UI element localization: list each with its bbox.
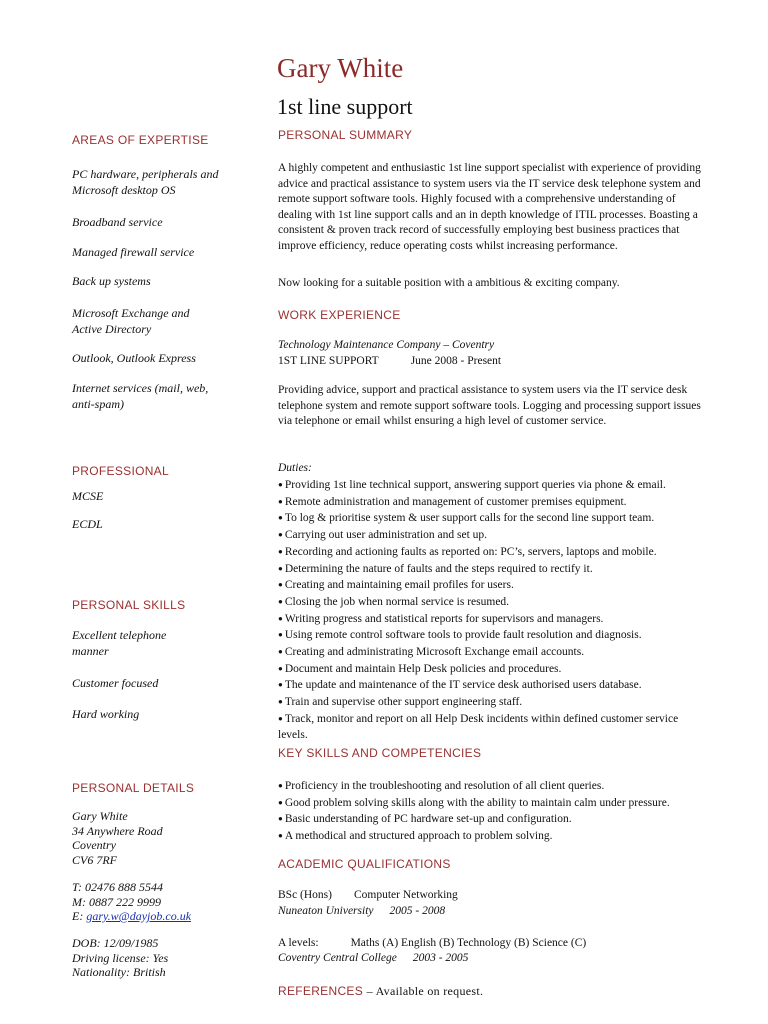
personal-details-other [72,936,247,980]
duties-list [278,477,708,743]
job-description: Providing advice, support and practical assistance to system users via the IT service desk telephone system and remote support software tools. Logging and processing support issues via telephone or email whilst ensuring a high level of customer service. [278,384,701,428]
duty-item: ● Providing 1st line technical support, answering support queries via phone & email. [278,477,708,494]
summary-paragraph: A highly competent and enthusiastic 1st line support specialist with experience of providing advice and practical assistance to system users via the IT service desk telephone system and remote support software tools. Highly focused with a comprehensive understanding of dealing with 1st line support calls and an in depth knowledge of ITIL processes. Boasting a consistent & proven track record of successfully employing best business practices that improve efficiency, reduce operating costs whilst increasing performance. [278,162,701,252]
college-line [278,951,703,967]
degree-subject: Computer Networking [354,889,458,901]
details-name: Gary White [72,809,128,823]
personal-details-heading: PERSONAL DETAILS [72,781,195,795]
details-nationality: Nationality: British [72,965,166,979]
details-address-line2: Coventry [72,838,116,852]
a-levels-label: A levels: [278,937,319,949]
college: Coventry Central College [278,952,397,964]
references-line [278,985,483,997]
academic-qualifications-heading: ACADEMIC QUALIFICATIONS [278,857,451,871]
duty-item: ● Carrying out user administration and set up. [278,527,708,544]
candidate-name: Gary White [277,53,404,83]
duty-item: ● Using remote control software tools to provide fault resolution and diagnosis. [278,627,708,644]
personal-details-contact [72,880,247,924]
job-role: 1st line support [277,94,413,119]
expertise-item: PC hardware, peripherals and Microsoft desktop OS [72,167,219,197]
personal-details-address [72,809,247,867]
skill-item: Hard working [72,707,140,721]
expertise-item: Microsoft Exchange and Active Directory [72,306,190,336]
details-telephone: T: 02476 888 5544 [72,880,164,894]
duties-label: Duties: [278,462,312,474]
duty-item: ● Determining the nature of faults and the steps required to rectify it. [278,561,708,578]
skill-item: Excellent telephone manner [72,628,167,658]
details-mobile: M: 0887 222 9999 [72,894,161,909]
areas-of-expertise-heading: AREAS OF EXPERTISE [72,133,209,147]
email-link[interactable]: gary.w@dayjob.co.uk [86,909,192,923]
job-dates: June 2008 - Present [410,355,502,367]
references-heading: REFERENCES [278,984,364,998]
university: Nuneaton University [278,905,374,917]
employer: Technology Maintenance Company – Coventry [278,339,495,351]
duty-item: ● The update and maintenance of the IT service desk authorised users database. [278,677,708,694]
details-email-label: E: [72,909,84,923]
details-dob: DOB: 12/09/1985 [72,936,159,950]
job-title-line [278,354,703,370]
details-postcode: CV6 7RF [72,852,117,867]
key-skill-item: ● Good problem solving skills along with the ability to maintain calm under pressure. [278,795,708,812]
degree-line [278,888,703,904]
expertise-item: Internet services (mail, web, anti-spam) [72,381,209,411]
details-driving-license: Driving license: Yes [72,950,169,965]
duty-item: ● Train and supervise other support engineering staff. [278,694,708,711]
professional-item: MCSE [72,489,104,503]
expertise-item: Back up systems [72,274,151,288]
university-line [278,904,703,920]
a-levels-grades: Maths (A) English (B) Technology (B) Science (C) [350,937,587,949]
key-skill-item: ● Proficiency in the troubleshooting and resolution of all client queries. [278,778,708,795]
duty-item: ● Creating and maintaining email profiles for users. [278,577,708,594]
duty-item: ● Document and maintain Help Desk policies and procedures. [278,661,708,678]
college-dates: 2003 - 2005 [412,952,469,964]
references-text: – Available on request. [366,984,484,998]
expertise-item: Broadband service [72,215,163,229]
personal-skills-heading: PERSONAL SKILLS [72,598,186,612]
key-skill-item: ● Basic understanding of PC hardware set-up and configuration. [278,811,708,828]
a-levels-line [278,936,703,952]
university-dates: 2005 - 2008 [389,905,446,917]
duty-item: ● Track, monitor and report on all Help Desk incidents within defined customer service levels. [278,711,683,743]
skill-item: Customer focused [72,676,159,690]
key-skill-item: ● A methodical and structured approach to problem solving. [278,828,708,845]
duty-item: ● Creating and administrating Microsoft Exchange email accounts. [278,644,708,661]
duty-item: ● Remote administration and management of customer premises equipment. [278,494,708,511]
expertise-item: Outlook, Outlook Express [72,351,196,365]
key-skills-heading: KEY SKILLS AND COMPETENCIES [278,746,482,760]
duty-item: ● Closing the job when normal service is resumed. [278,594,708,611]
duty-item: ● To log & prioritise system & user support calls for the second line support team. [278,510,708,527]
degree: BSc (Hons) [278,889,332,901]
expertise-item: Managed firewall service [72,245,195,259]
duty-item: ● Writing progress and statistical reports for supervisors and managers. [278,611,708,628]
professional-heading: PROFESSIONAL [72,464,169,478]
duty-item: ● Recording and actioning faults as reported on: PC’s, servers, laptops and mobile. [278,544,708,561]
summary-closing: Now looking for a suitable position with a ambitious & exciting company. [278,277,620,289]
professional-item: ECDL [72,517,103,531]
job-title: 1ST LINE SUPPORT [278,355,379,367]
personal-summary-heading: PERSONAL SUMMARY [278,128,413,142]
work-experience-heading: WORK EXPERIENCE [278,308,401,322]
details-address-line1: 34 Anywhere Road [72,823,163,838]
key-skills-list [278,778,708,845]
